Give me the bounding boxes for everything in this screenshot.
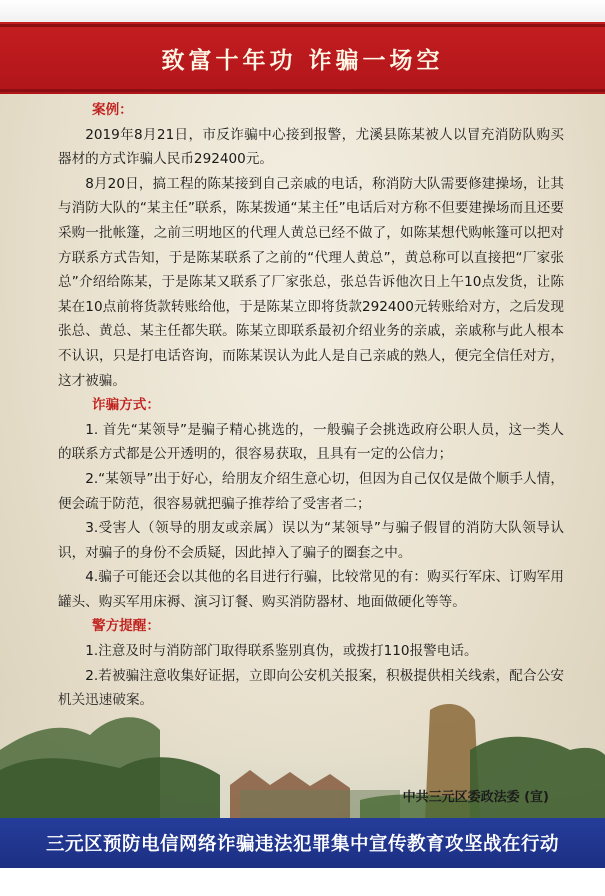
bottom-white-stripe [0, 868, 605, 896]
banner-bottom-rule [0, 89, 605, 92]
poster-title: 致富十年功 诈骗一场空 [161, 47, 444, 74]
footer-banner [0, 818, 605, 868]
warning-item: 2.若被骗注意收集好证据，立即向公安机关报案，积极提供相关线索，配合公安 [85, 667, 564, 684]
case-paragraph: 8月20日，搞工程的陈某接到自己亲戚的电话，称消防大队需要修建操场，让其与消防大队的“某主任”联系，陈某拨通“某主任”电话后对方称不但要建操场而且还要采购一批帐篷，之前三明地区的代理人黄总已经不做了，如陈某想代购帐篷可以把对方联系方式告知，于是陈某联系了之前的“代理人黄总”，黄总称可以直接把“厂家张总”介绍给陈某，于是陈某又联系了厂家张总，张总告诉他次日上午10点发货，让陈某在10点前将货款转账给他，于是陈某立即将货款292400元转账给对方，之后发现张总、黄总、某主任都失联。陈某立即联系最初介绍业务的亲戚，亲戚称与此人根本不认识，只是打电话咨询，而陈某误认为此人是自己亲戚的熟人，便完全信任对方，这才被骗。 [58, 175, 564, 389]
method-item: 3.受害人（领导的朋友或亲属）误以为“某领导”与骗子假冒的消防大队领导认识，对骗子的身份不会质疑，因此掉入了骗子的圈套之中。 [58, 520, 564, 561]
method-item: 2.“某领导”出于好心，给朋友介绍生意心切，但因为自己仅仅是做个顺手人情，便会疏于防范，很容易就把骗子推荐给了受害者二； [58, 470, 564, 512]
case-heading: 案例： [92, 102, 133, 118]
article-body [58, 98, 564, 713]
title-banner [0, 22, 605, 94]
top-white-stripe [0, 0, 605, 22]
case-paragraph: 2019年8月21日，市反诈骗中心接到报警，尤溪县陈某被人以冒充消防队购买器材的方式诈骗人民币292400元。 [58, 126, 564, 168]
issuer-credit: 中共三元区委政法委 (宣) [402, 790, 549, 805]
method-item: 1. 首先“某领导”是骗子精心挑选的，一般骗子会挑选政府公职人员，这一类人的联系方式都是公开透明的，很容易获取，且具有一定的公信力； [58, 421, 564, 463]
method-item: 4.骗子可能还会以其他的名目进行行骗，比较常见的有：购买行军床、订购军用罐头、购买军用床褥、演习订餐、购买消防器材、地面做硬化等等。 [58, 569, 564, 610]
footer-slogan: 三元区预防电信网络诈骗违法犯罪集中宣传教育攻坚战在行动 [45, 834, 559, 855]
method-heading: 诈骗方式： [92, 397, 160, 414]
warning-heading: 警方提醒： [92, 618, 160, 635]
banner-top-rule [0, 24, 605, 27]
warning-item: 1.注意及时与消防部门取得联系鉴别真伪，或拨打110报警电话。 [85, 643, 478, 660]
